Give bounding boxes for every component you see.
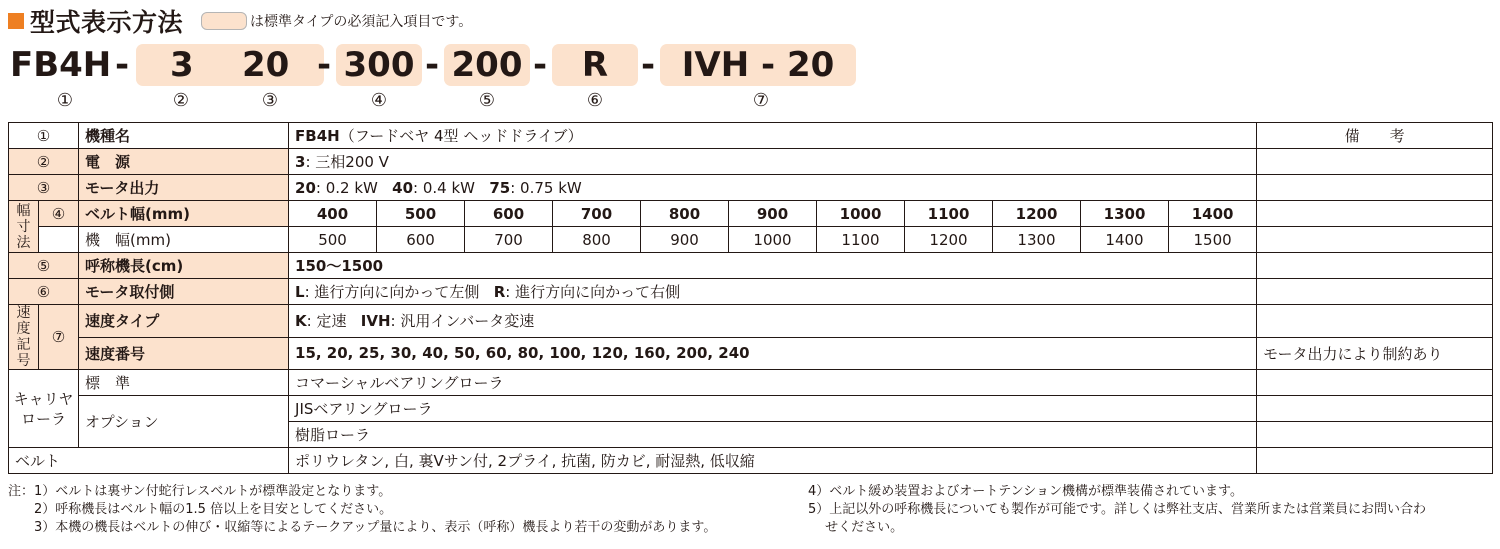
row-label: 標 準 bbox=[79, 370, 289, 396]
row-value bbox=[289, 175, 1257, 201]
machine-width-cell: 700 bbox=[465, 227, 553, 253]
code-prefix: FB4H bbox=[10, 45, 112, 85]
belt-width-cell: 1000 bbox=[817, 201, 905, 227]
row-num: ① bbox=[9, 123, 79, 149]
row-value: ポリウレタン, 白, 裏Vサン付, 2プライ, 抗菌, 防カビ, 耐湿熱, 低収縮 bbox=[289, 448, 1257, 474]
machine-width-cell: 1300 bbox=[993, 227, 1081, 253]
row-value: コマーシャルベアリングローラ bbox=[289, 370, 1257, 396]
note-line: 4）ベルト緩め装置およびオートテンション機構が標準装備されています。 bbox=[808, 484, 1243, 499]
row-label: オプション bbox=[79, 396, 289, 448]
belt-width-cell: 1100 bbox=[905, 201, 993, 227]
belt-width-cell: 600 bbox=[465, 201, 553, 227]
table-row bbox=[9, 201, 1493, 227]
table-row bbox=[9, 253, 1493, 279]
code-number-2: ② bbox=[172, 90, 190, 111]
value-code: 3 bbox=[295, 153, 306, 171]
note-line: 2）呼称機長はベルト幅の1.5 倍以上を目安としてください。 bbox=[8, 502, 393, 517]
row-label: ベルト bbox=[9, 448, 289, 474]
row-label: モータ取付側 bbox=[79, 279, 289, 305]
code-seg-output: 20 bbox=[242, 45, 290, 85]
value-text: : 0.4 kW bbox=[413, 178, 476, 197]
machine-width-cell: 1500 bbox=[1169, 227, 1257, 253]
code-number-3: ③ bbox=[261, 90, 279, 111]
value-text: : 進行方向に向かって右側 bbox=[505, 283, 681, 301]
belt-width-cell: 1400 bbox=[1169, 201, 1257, 227]
row-label: 呼称機長(cm) bbox=[79, 253, 289, 279]
belt-width-cell: 1200 bbox=[993, 201, 1081, 227]
belt-width-cell: 400 bbox=[289, 201, 377, 227]
value-code: L bbox=[295, 283, 305, 301]
note-line: 5）上記以外の呼称機長についても製作が可能です。詳しくは弊社支店、営業所または営業員にお問い合わ bbox=[808, 502, 1426, 517]
machine-width-cell: 600 bbox=[377, 227, 465, 253]
table-row bbox=[9, 279, 1493, 305]
machine-width-cell: 900 bbox=[641, 227, 729, 253]
code-seg-power: 3 bbox=[170, 45, 194, 85]
code-number-5: ⑤ bbox=[478, 90, 496, 111]
value-code: FB4H bbox=[295, 127, 340, 145]
row-label: 速度番号 bbox=[79, 337, 289, 370]
code-number-1: ① bbox=[56, 90, 74, 111]
row-label: モータ出力 bbox=[79, 175, 289, 201]
table-row bbox=[9, 123, 1493, 149]
carrier-roller-label: キャリヤ ローラ bbox=[9, 370, 79, 448]
code-seg-belt: 300 bbox=[336, 44, 422, 86]
row-value bbox=[289, 279, 1257, 305]
code-dash: - bbox=[114, 45, 130, 85]
remark-cell bbox=[1257, 175, 1493, 201]
code-seg-speed: IVH - 20 bbox=[660, 44, 856, 86]
row-num: ⑤ bbox=[9, 253, 79, 279]
value-text: : 汎用インバータ変速 bbox=[390, 312, 535, 331]
row-value bbox=[289, 149, 1257, 175]
row-num: ② bbox=[9, 149, 79, 175]
note-line: 3）本機の機長はベルトの伸び・収縮等によるテークアップ量により、表示（呼称）機長より若干の変動があります。 bbox=[8, 520, 717, 535]
value-text: : 定速 bbox=[306, 312, 347, 331]
row-label: 速度タイプ bbox=[79, 305, 289, 338]
remark-cell bbox=[1257, 305, 1493, 338]
code-number-7: ⑦ bbox=[752, 90, 770, 111]
code-seg-length: 200 bbox=[444, 44, 530, 86]
machine-width-cell: 500 bbox=[289, 227, 377, 253]
swatch-note: は標準タイプの必須記入項目です。 bbox=[250, 14, 473, 30]
row-num-empty bbox=[39, 227, 79, 253]
code-number-6: ⑥ bbox=[586, 90, 604, 111]
belt-width-cell: 500 bbox=[377, 201, 465, 227]
table-row bbox=[9, 337, 1493, 370]
row-label: 電 源 bbox=[79, 149, 289, 175]
table-row bbox=[9, 370, 1493, 396]
belt-width-cell: 700 bbox=[553, 201, 641, 227]
note-line: 注：1）ベルトは裏サン付蛇行レスベルトが標準設定となります。 bbox=[8, 484, 392, 499]
remark-cell bbox=[1257, 201, 1493, 227]
table-row bbox=[9, 227, 1493, 253]
code-seg-motor: R bbox=[552, 44, 638, 86]
table-row bbox=[9, 396, 1493, 422]
remark-cell bbox=[1257, 149, 1493, 175]
belt-width-cell: 800 bbox=[641, 201, 729, 227]
row-num: ④ bbox=[39, 201, 79, 227]
notes-left bbox=[8, 483, 716, 537]
row-num: ⑥ bbox=[9, 279, 79, 305]
value-code: 75 bbox=[489, 178, 511, 197]
code-seg-power-output bbox=[136, 44, 324, 86]
machine-width-cell: 1400 bbox=[1081, 227, 1169, 253]
remark-cell bbox=[1257, 448, 1493, 474]
machine-width-cell: 1100 bbox=[817, 227, 905, 253]
belt-width-cell: 1300 bbox=[1081, 201, 1169, 227]
machine-width-cell: 1200 bbox=[905, 227, 993, 253]
value-code: IVH bbox=[360, 312, 391, 331]
table-row bbox=[9, 305, 1493, 338]
section-title: 型式表示方法 bbox=[30, 8, 184, 37]
row-value: 15, 20, 25, 30, 40, 50, 60, 80, 100, 120, 160, 200, 240 bbox=[289, 337, 1257, 370]
table-row bbox=[9, 149, 1493, 175]
value-code: 20 bbox=[295, 178, 316, 197]
remark-cell bbox=[1257, 227, 1493, 253]
row-value: 150～1500 bbox=[289, 253, 1257, 279]
value-code: K bbox=[295, 312, 307, 331]
code-dash: - bbox=[424, 45, 440, 85]
code-dash: - bbox=[640, 45, 656, 85]
orange-square-icon bbox=[8, 13, 24, 29]
value-text: : 0.2 kW bbox=[315, 178, 378, 197]
required-swatch bbox=[201, 12, 247, 30]
note-line: せください。 bbox=[808, 520, 904, 535]
section-header bbox=[8, 4, 472, 38]
row-value bbox=[289, 305, 1257, 338]
remark-cell bbox=[1257, 253, 1493, 279]
row-num: ③ bbox=[9, 175, 79, 201]
value-code: 40 bbox=[392, 178, 414, 197]
row-value: 樹脂ローラ bbox=[289, 422, 1257, 448]
notes-right bbox=[808, 483, 1426, 537]
row-value bbox=[289, 123, 1257, 149]
spec-table bbox=[8, 122, 1493, 474]
remark-cell: モータ出力により制約あり bbox=[1257, 337, 1493, 370]
row-label: ベルト幅(mm) bbox=[79, 201, 289, 227]
value-code: R bbox=[493, 283, 506, 301]
belt-width-cell: 900 bbox=[729, 201, 817, 227]
table-row bbox=[9, 448, 1493, 474]
value-text: : 進行方向に向かって左側 bbox=[304, 283, 480, 301]
group-speed-label: 速 度 記 号 bbox=[9, 305, 39, 370]
row-num: ⑦ bbox=[39, 305, 79, 370]
remarks-header: 備 考 bbox=[1257, 123, 1493, 149]
code-dash: - bbox=[316, 45, 332, 85]
row-label: 機種名 bbox=[79, 123, 289, 149]
code-number-4: ④ bbox=[370, 90, 388, 111]
machine-width-cell: 800 bbox=[553, 227, 641, 253]
code-dash: - bbox=[532, 45, 548, 85]
row-label: 機 幅(mm) bbox=[79, 227, 289, 253]
row-value: JISベアリングローラ bbox=[289, 396, 1257, 422]
remark-cell bbox=[1257, 396, 1493, 422]
remark-cell bbox=[1257, 279, 1493, 305]
group-width-label: 幅 寸 法 bbox=[9, 201, 39, 253]
value-text: : 0.75 kW bbox=[510, 178, 582, 197]
table-row bbox=[9, 175, 1493, 201]
value-text: : 三相200 V bbox=[305, 153, 389, 171]
remark-cell bbox=[1257, 422, 1493, 448]
value-text: （フードベヤ 4型 ヘッドドライブ） bbox=[339, 127, 583, 145]
machine-width-cell: 1000 bbox=[729, 227, 817, 253]
remark-cell bbox=[1257, 370, 1493, 396]
